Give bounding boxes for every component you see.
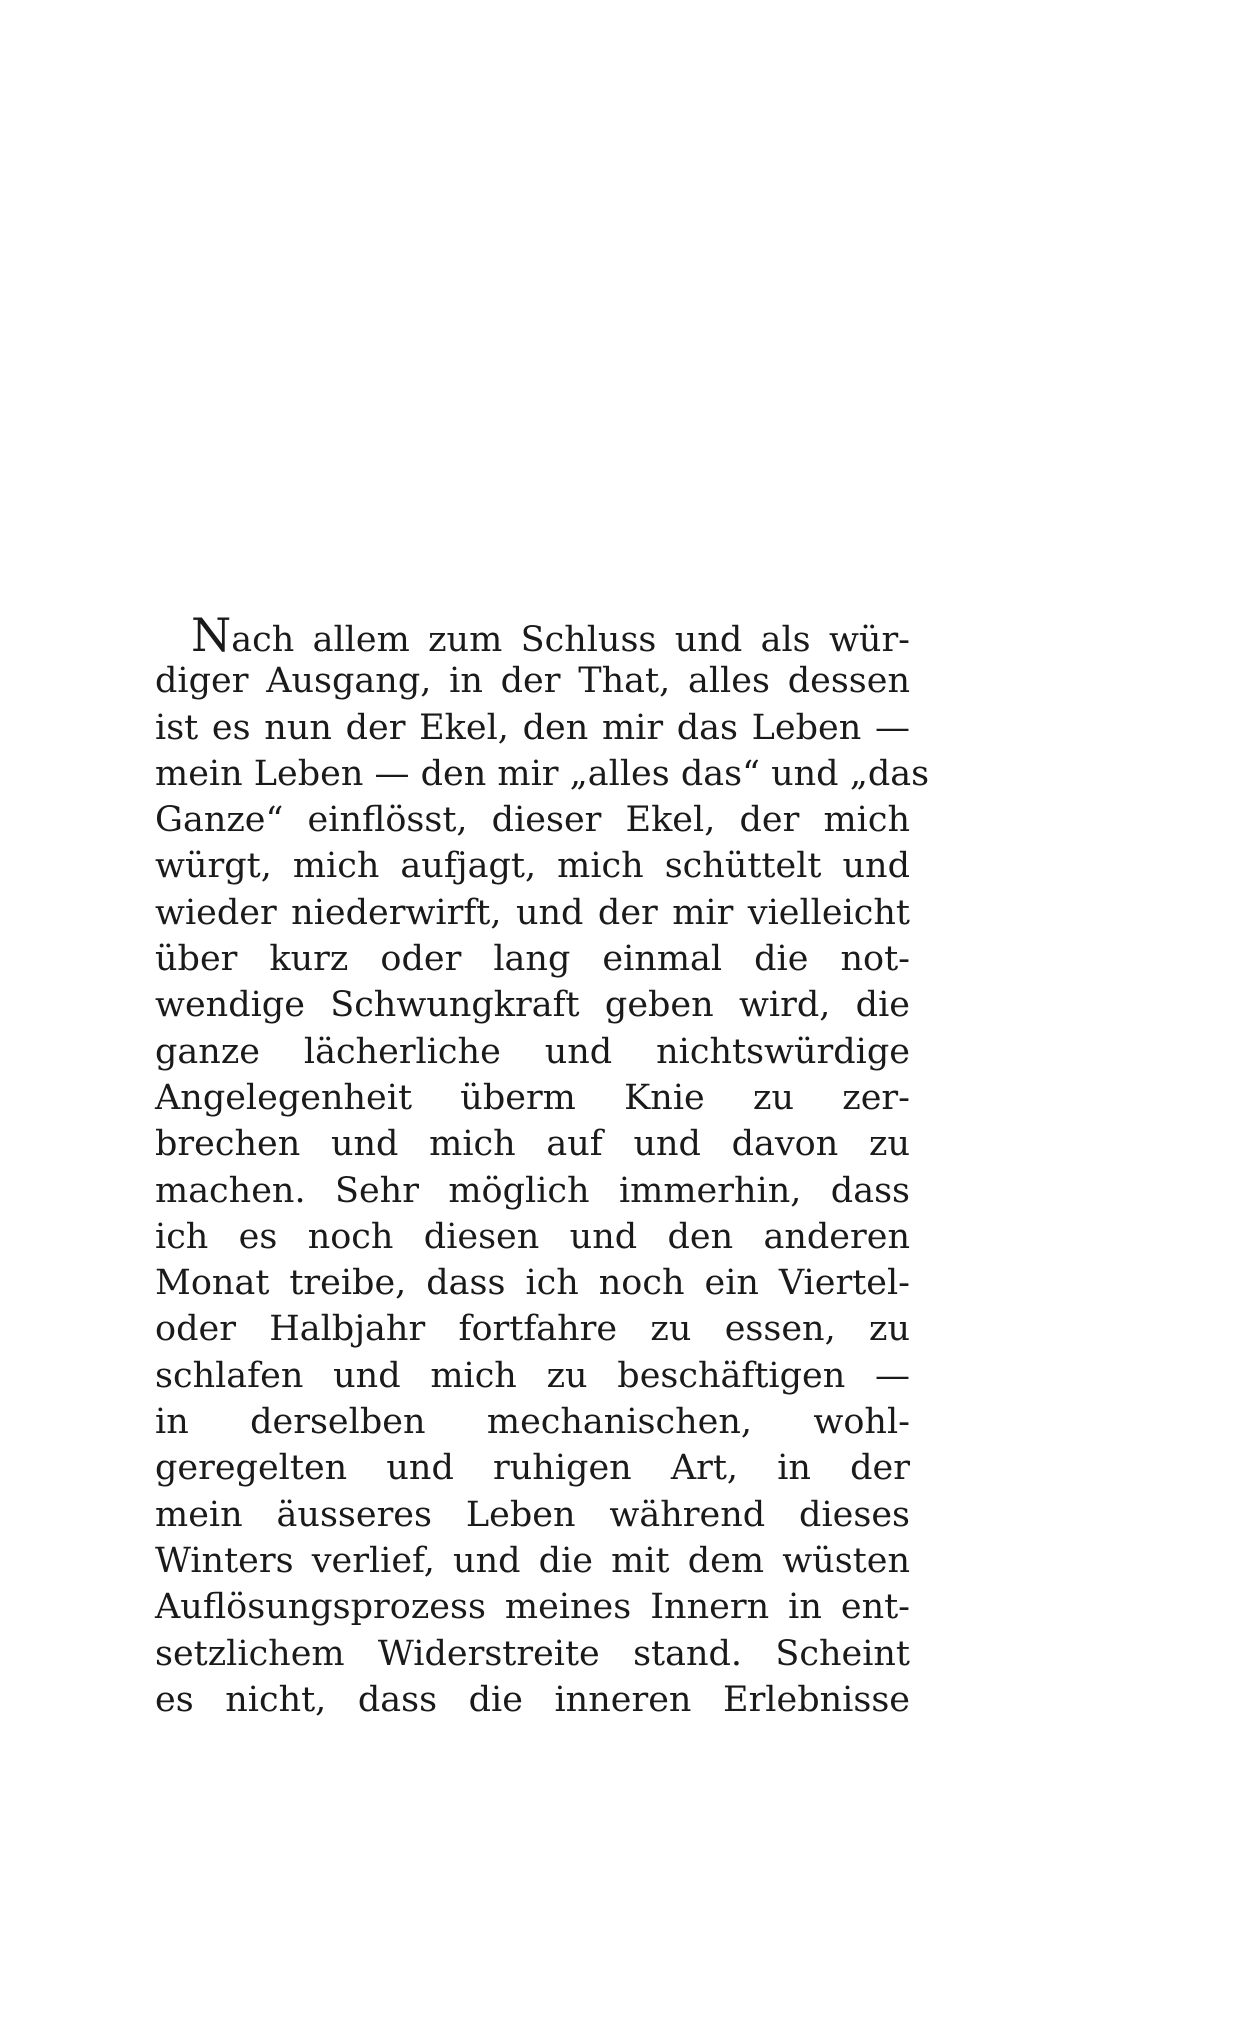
text-line-1 bbox=[155, 608, 910, 662]
text-line-2: diger Ausgang, in der That, alles dessen bbox=[155, 661, 910, 702]
text-line-16: oder Halbjahr fortfahre zu essen, zu bbox=[155, 1309, 910, 1350]
text-line-10: ganze lächerliche und nichtswürdige bbox=[155, 1031, 910, 1072]
text-line-11: Angelegenheit überm Knie zu zer- bbox=[155, 1077, 910, 1118]
first-line-text: ach allem zum Schluss und als wür- bbox=[231, 620, 910, 660]
text-line-15: Monat treibe, dass ich noch ein Viertel- bbox=[155, 1263, 910, 1304]
text-line-7: wieder niederwirft, und der mir vielleicht bbox=[155, 892, 910, 933]
drop-cap: N bbox=[191, 608, 232, 662]
text-line-21: Winters verlief, und die mit dem wüsten bbox=[155, 1540, 910, 1581]
text-line-22: Auflösungsprozess meines Innern in ent- bbox=[155, 1587, 910, 1628]
text-line-20: mein äusseres Leben während dieses bbox=[155, 1494, 910, 1535]
text-line-3: ist es nun der Ekel, den mir das Leben — bbox=[155, 707, 910, 748]
text-line-17: schlafen und mich zu beschäftigen — bbox=[155, 1355, 910, 1396]
text-line-4: mein Leben — den mir „alles das“ und „das bbox=[155, 753, 930, 794]
text-line-12: brechen und mich auf und davon zu bbox=[155, 1124, 910, 1165]
text-line-6: würgt, mich aufjagt, mich schüttelt und bbox=[155, 846, 910, 887]
text-line-9: wendige Schwungkraft geben wird, die bbox=[155, 985, 910, 1026]
text-line-18: in derselben mechanischen, wohl- bbox=[155, 1402, 910, 1443]
text-line-8: über kurz oder lang einmal die not- bbox=[155, 939, 910, 980]
text-line-23: setzlichem Widerstreite stand. Scheint bbox=[155, 1633, 910, 1674]
text-line-14: ich es noch diesen und den anderen bbox=[155, 1216, 910, 1257]
text-line-19: geregelten und ruhigen Art, in der bbox=[155, 1448, 910, 1489]
text-line-5: Ganze“ einflösst, dieser Ekel, der mich bbox=[155, 800, 910, 841]
text-line-24: es nicht, dass die inneren Erlebnisse bbox=[155, 1679, 910, 1720]
body-paragraph bbox=[155, 608, 930, 1723]
text-line-13: machen. Sehr möglich immerhin, dass bbox=[155, 1170, 910, 1211]
